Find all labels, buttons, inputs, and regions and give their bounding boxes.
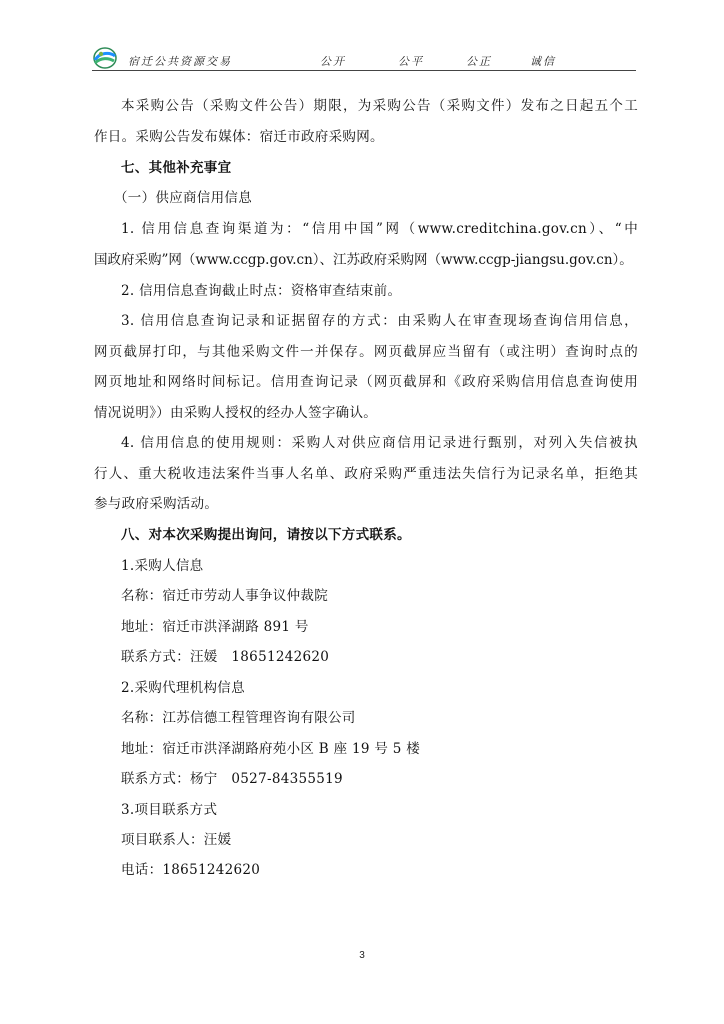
section-heading: 八、对本次采购提出询问，请按以下方式联系。 xyxy=(121,527,411,543)
agency-address: 地址：宿迁市洪泽湖路府苑小区 B 座 19 号 5 楼 xyxy=(121,741,421,757)
page-number: 3 xyxy=(359,950,365,961)
org-logo-icon xyxy=(92,46,118,70)
motto-integrity: 诚信 xyxy=(530,55,556,68)
body-line: 本采购公告（采购文件公告）期限，为采购公告（采购文件）发布之日起五个工 xyxy=(121,98,638,114)
purchaser-contact: 联系方式：汪媛 18651242620 xyxy=(121,649,330,665)
body-line: 参与政府采购活动。 xyxy=(94,496,219,512)
body-line: 2. 信用信息查询截止时点：资格审查结束前。 xyxy=(121,283,402,299)
body-line: 1. 信用信息查询渠道为：“信用中国”网（www.creditchina.gov.cn）、“中 xyxy=(121,221,638,237)
body-line: 4. 信用信息的使用规则：采购人对供应商信用记录进行甄别，对列入失信被执 xyxy=(121,435,638,451)
section-heading: 七、其他补充事宜 xyxy=(121,160,232,176)
body-line: 作日。采购公告发布媒体：宿迁市政府采购网。 xyxy=(94,129,384,145)
org-name: 宿迁公共资源交易 xyxy=(128,55,232,68)
motto-just: 公正 xyxy=(466,55,492,68)
body-line: 网页截屏打印，与其他采购文件一并保存。网页截屏应当留有（或注明）查询时点的 xyxy=(94,344,638,360)
agency-contact: 联系方式：杨宁 0527-84355519 xyxy=(121,771,343,787)
contact-heading: 3.项目联系方式 xyxy=(121,802,218,818)
purchaser-name: 名称：宿迁市劳动人事争议仲裁院 xyxy=(121,588,328,604)
body-line: 情况说明》）由采购人授权的经办人签字确认。 xyxy=(94,405,378,421)
header-rule xyxy=(92,70,636,71)
contact-heading: 1.采购人信息 xyxy=(121,558,204,574)
agency-name: 名称：江苏信德工程管理咨询有限公司 xyxy=(121,710,356,726)
motto-fair: 公平 xyxy=(398,55,424,68)
motto-open: 公开 xyxy=(320,55,346,68)
body-line: 行人、重大税收违法案件当事人名单、政府采购严重违法失信行为记录名单，拒绝其 xyxy=(94,466,638,482)
subsection-heading: （一）供应商信用信息 xyxy=(114,190,252,206)
body-line: 国政府采购”网（www.ccgp.gov.cn）、江苏政府采购网（www.ccgp-jiangsu.gov.cn）。 xyxy=(94,252,633,268)
page-header xyxy=(92,44,636,72)
purchaser-address: 地址：宿迁市洪泽湖路 891 号 xyxy=(121,619,309,635)
project-contact-person: 项目联系人：汪媛 xyxy=(121,832,232,848)
body-line: 3. 信用信息查询记录和证据留存的方式：由采购人在审查现场查询信用信息， xyxy=(121,313,638,329)
body-line: 网页地址和网络时间标记。信用查询记录（网页截屏和《政府采购信用信息查询使用 xyxy=(94,374,638,390)
contact-heading: 2.采购代理机构信息 xyxy=(121,680,245,696)
project-contact-phone: 电话：18651242620 xyxy=(121,862,261,878)
